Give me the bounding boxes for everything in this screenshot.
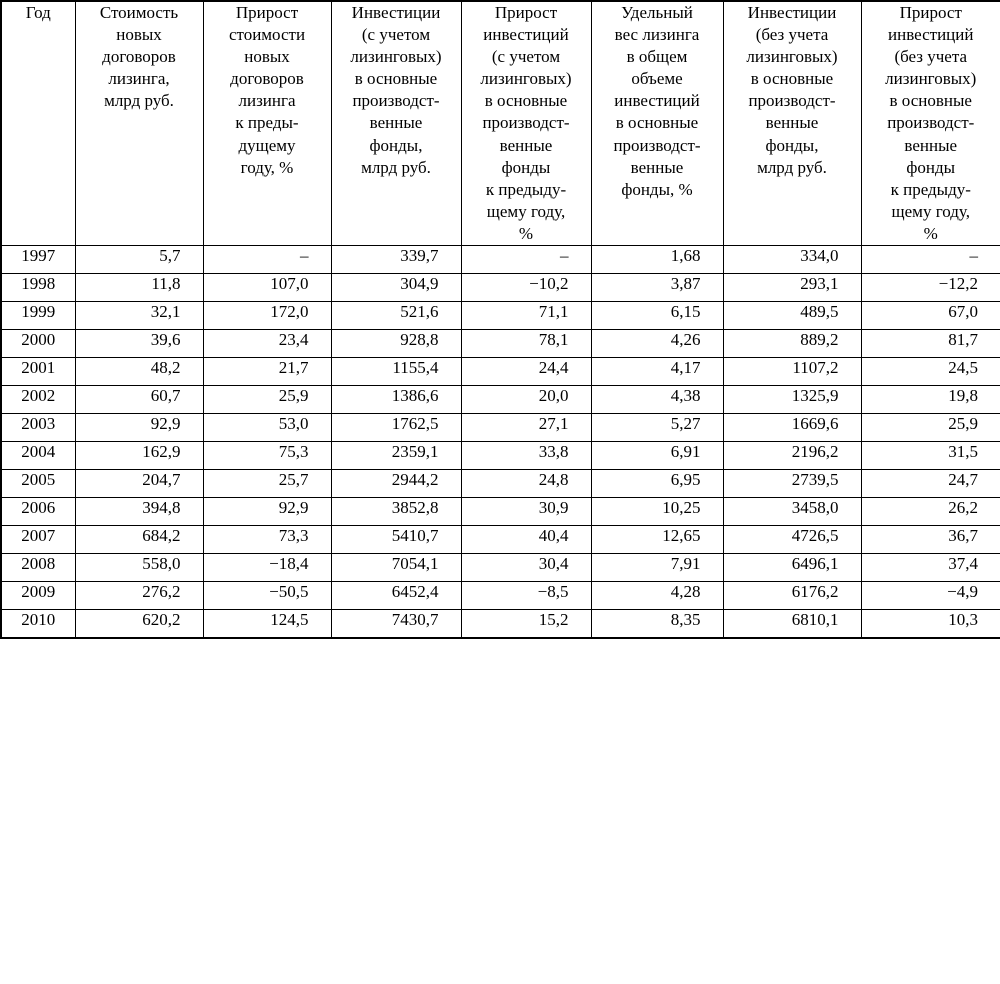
column-header-line: лизинговых): [350, 47, 442, 67]
column-header-line: вес лизинга: [614, 25, 700, 45]
column-header-4: [461, 1, 591, 246]
cell-value: 558,0: [75, 554, 203, 582]
cell-value: 33,8: [461, 442, 591, 470]
cell-year: 2002: [1, 386, 75, 414]
column-header-line: венные: [765, 113, 819, 133]
cell-value: 8,35: [591, 610, 723, 639]
cell-value: 4,38: [591, 386, 723, 414]
cell-value: 5,27: [591, 414, 723, 442]
column-header-line: млрд руб.: [361, 157, 431, 177]
cell-value: 71,1: [461, 302, 591, 330]
cell-value: 3,87: [591, 274, 723, 302]
cell-value: 26,2: [861, 498, 1000, 526]
column-header-line: Удельный: [621, 3, 693, 22]
column-header-line: новых: [116, 25, 162, 45]
column-header-line: новых: [244, 47, 290, 67]
cell-value: 124,5: [203, 610, 331, 639]
cell-value: 24,4: [461, 358, 591, 386]
cell-value: 889,2: [723, 330, 861, 358]
cell-year: 2005: [1, 470, 75, 498]
cell-value: 25,9: [861, 414, 1000, 442]
column-header-line: венные: [904, 135, 958, 155]
cell-value: 1107,2: [723, 358, 861, 386]
cell-value: −8,5: [461, 582, 591, 610]
table-row: [1, 470, 1000, 498]
table-row: [1, 386, 1000, 414]
column-header-line: лизинга: [238, 91, 296, 111]
column-header-line: в основные: [615, 113, 699, 133]
column-header-line: щему году,: [486, 201, 566, 221]
cell-value: −50,5: [203, 582, 331, 610]
cell-value: 928,8: [331, 330, 461, 358]
cell-value: 276,2: [75, 582, 203, 610]
cell-value: 334,0: [723, 246, 861, 274]
column-header-6: [723, 1, 861, 246]
cell-value: 6,91: [591, 442, 723, 470]
cell-value: −12,2: [861, 274, 1000, 302]
column-header-line: фонды, %: [621, 179, 693, 199]
cell-year: 2003: [1, 414, 75, 442]
column-header-line: в основные: [750, 69, 834, 89]
cell-value: 60,7: [75, 386, 203, 414]
cell-value: −10,2: [461, 274, 591, 302]
cell-value: 4,28: [591, 582, 723, 610]
cell-value: 6452,4: [331, 582, 461, 610]
cell-value: 620,2: [75, 610, 203, 639]
table-row: [1, 554, 1000, 582]
column-header-line: инвестиций: [483, 25, 569, 45]
column-header-line: объеме: [631, 69, 683, 89]
cell-value: −18,4: [203, 554, 331, 582]
column-header-line: инвестиций: [614, 91, 700, 111]
cell-year: 2006: [1, 498, 75, 526]
column-header-line: млрд руб.: [757, 157, 827, 177]
cell-value: 20,0: [461, 386, 591, 414]
cell-value: 2359,1: [331, 442, 461, 470]
column-header-line: Прирост: [494, 3, 558, 22]
column-header-line: фонды,: [765, 135, 819, 155]
cell-value: 67,0: [861, 302, 1000, 330]
cell-value: 1762,5: [331, 414, 461, 442]
column-header-line: производст-: [748, 91, 836, 111]
cell-value: 2196,2: [723, 442, 861, 470]
column-header-line: венные: [499, 135, 553, 155]
cell-value: 92,9: [203, 498, 331, 526]
cell-value: –: [203, 246, 331, 274]
cell-value: 37,4: [861, 554, 1000, 582]
cell-value: 6496,1: [723, 554, 861, 582]
cell-value: 12,65: [591, 526, 723, 554]
cell-value: 7054,1: [331, 554, 461, 582]
column-header-line: производст-: [887, 113, 975, 133]
table-row: [1, 358, 1000, 386]
cell-value: 32,1: [75, 302, 203, 330]
table-row: [1, 498, 1000, 526]
cell-value: 4726,5: [723, 526, 861, 554]
cell-value: 1669,6: [723, 414, 861, 442]
cell-value: 107,0: [203, 274, 331, 302]
cell-value: 521,6: [331, 302, 461, 330]
cell-value: 2739,5: [723, 470, 861, 498]
column-header-line: венные: [369, 113, 423, 133]
column-header-line: лизинговых): [746, 47, 838, 67]
cell-value: 10,3: [861, 610, 1000, 639]
cell-value: 339,7: [331, 246, 461, 274]
table-row: [1, 526, 1000, 554]
column-header-line: %: [518, 223, 534, 243]
table-row: [1, 582, 1000, 610]
cell-year: 2000: [1, 330, 75, 358]
column-header-line: млрд руб.: [104, 91, 174, 111]
cell-value: 19,8: [861, 386, 1000, 414]
table-row: [1, 302, 1000, 330]
column-header-line: (без учета: [894, 47, 968, 67]
cell-value: 304,9: [331, 274, 461, 302]
cell-year: 2001: [1, 358, 75, 386]
table-row: [1, 414, 1000, 442]
cell-year: 1997: [1, 246, 75, 274]
column-header-line: лизинга,: [108, 69, 170, 89]
cell-value: 81,7: [861, 330, 1000, 358]
cell-value: 6810,1: [723, 610, 861, 639]
column-header-line: дущему: [238, 135, 296, 155]
cell-value: 53,0: [203, 414, 331, 442]
column-header-line: венные: [630, 157, 684, 177]
column-header-line: щему году,: [891, 201, 970, 221]
cell-value: 7430,7: [331, 610, 461, 639]
column-header-line: в основные: [889, 91, 972, 111]
cell-value: 7,91: [591, 554, 723, 582]
cell-year: 2010: [1, 610, 75, 639]
table-row: [1, 610, 1000, 639]
column-header-line: договоров: [230, 69, 304, 89]
cell-value: –: [861, 246, 1000, 274]
cell-value: 4,26: [591, 330, 723, 358]
cell-value: 684,2: [75, 526, 203, 554]
column-header-1: [75, 1, 203, 246]
column-header-0: [1, 1, 75, 246]
cell-value: 48,2: [75, 358, 203, 386]
column-header-line: производст-: [482, 113, 570, 133]
table-header: [1, 1, 1000, 246]
cell-value: 36,7: [861, 526, 1000, 554]
column-header-line: инвестиций: [888, 25, 974, 45]
column-header-line: лизинговых): [480, 69, 572, 89]
column-header-line: Прирост: [899, 3, 962, 22]
cell-value: 162,9: [75, 442, 203, 470]
column-header-line: году, %: [240, 157, 294, 177]
cell-value: 15,2: [461, 610, 591, 639]
table-header-row: [1, 1, 1000, 246]
cell-value: 489,5: [723, 302, 861, 330]
cell-value: 4,17: [591, 358, 723, 386]
cell-value: 24,5: [861, 358, 1000, 386]
column-header-line: Инвестиции: [747, 3, 837, 22]
column-header-line: фонды: [501, 157, 551, 177]
cell-value: 24,8: [461, 470, 591, 498]
column-header-line: к предыду-: [890, 179, 971, 199]
cell-value: 1,68: [591, 246, 723, 274]
column-header-line: %: [923, 223, 938, 243]
cell-value: 293,1: [723, 274, 861, 302]
cell-value: 6,95: [591, 470, 723, 498]
column-header-line: в основные: [484, 91, 568, 111]
column-header-line: в основные: [354, 69, 438, 89]
cell-value: 23,4: [203, 330, 331, 358]
cell-year: 2008: [1, 554, 75, 582]
cell-value: 21,7: [203, 358, 331, 386]
cell-year: 2004: [1, 442, 75, 470]
column-header-line: фонды: [906, 157, 956, 177]
column-header-5: [591, 1, 723, 246]
cell-value: 92,9: [75, 414, 203, 442]
cell-value: 5,7: [75, 246, 203, 274]
cell-value: 2944,2: [331, 470, 461, 498]
column-header-2: [203, 1, 331, 246]
table-body: [1, 246, 1000, 639]
cell-value: 27,1: [461, 414, 591, 442]
column-header-line: Прирост: [235, 3, 299, 22]
cell-value: 5410,7: [331, 526, 461, 554]
cell-value: 73,3: [203, 526, 331, 554]
column-header-line: производст-: [613, 135, 701, 155]
cell-value: 3852,8: [331, 498, 461, 526]
table-row: [1, 274, 1000, 302]
column-header-7: [861, 1, 1000, 246]
column-header-line: в общем: [626, 47, 688, 67]
column-header-line: Стоимость: [99, 3, 179, 22]
column-header-line: фонды,: [369, 135, 423, 155]
cell-value: 24,7: [861, 470, 1000, 498]
cell-value: 10,25: [591, 498, 723, 526]
cell-value: 40,4: [461, 526, 591, 554]
cell-value: 30,9: [461, 498, 591, 526]
cell-value: 1325,9: [723, 386, 861, 414]
cell-value: 78,1: [461, 330, 591, 358]
cell-value: 6176,2: [723, 582, 861, 610]
column-header-line: к преды-: [235, 113, 299, 133]
cell-year: 2007: [1, 526, 75, 554]
column-header-line: Год: [25, 3, 51, 22]
column-header-line: (без учета: [755, 25, 829, 45]
cell-value: –: [461, 246, 591, 274]
table-row: [1, 246, 1000, 274]
cell-value: 25,7: [203, 470, 331, 498]
cell-value: 1386,6: [331, 386, 461, 414]
cell-year: 1999: [1, 302, 75, 330]
cell-value: 30,4: [461, 554, 591, 582]
table-row: [1, 442, 1000, 470]
table-row: [1, 330, 1000, 358]
column-header-line: к предыду-: [485, 179, 567, 199]
column-header-line: производст-: [352, 91, 440, 111]
column-header-line: стоимости: [228, 25, 306, 45]
cell-value: 75,3: [203, 442, 331, 470]
cell-year: 1998: [1, 274, 75, 302]
column-header-line: (с учетом: [361, 25, 431, 45]
cell-value: 39,6: [75, 330, 203, 358]
cell-value: 172,0: [203, 302, 331, 330]
cell-value: 204,7: [75, 470, 203, 498]
cell-value: 1155,4: [331, 358, 461, 386]
cell-value: 31,5: [861, 442, 1000, 470]
column-header-line: (с учетом: [491, 47, 561, 67]
cell-value: 3458,0: [723, 498, 861, 526]
cell-value: −4,9: [861, 582, 1000, 610]
column-header-line: лизинговых): [885, 69, 977, 89]
cell-value: 394,8: [75, 498, 203, 526]
cell-value: 25,9: [203, 386, 331, 414]
column-header-3: [331, 1, 461, 246]
cell-value: 11,8: [75, 274, 203, 302]
column-header-line: договоров: [102, 47, 176, 67]
cell-year: 2009: [1, 582, 75, 610]
column-header-line: Инвестиции: [351, 3, 441, 22]
cell-value: 6,15: [591, 302, 723, 330]
